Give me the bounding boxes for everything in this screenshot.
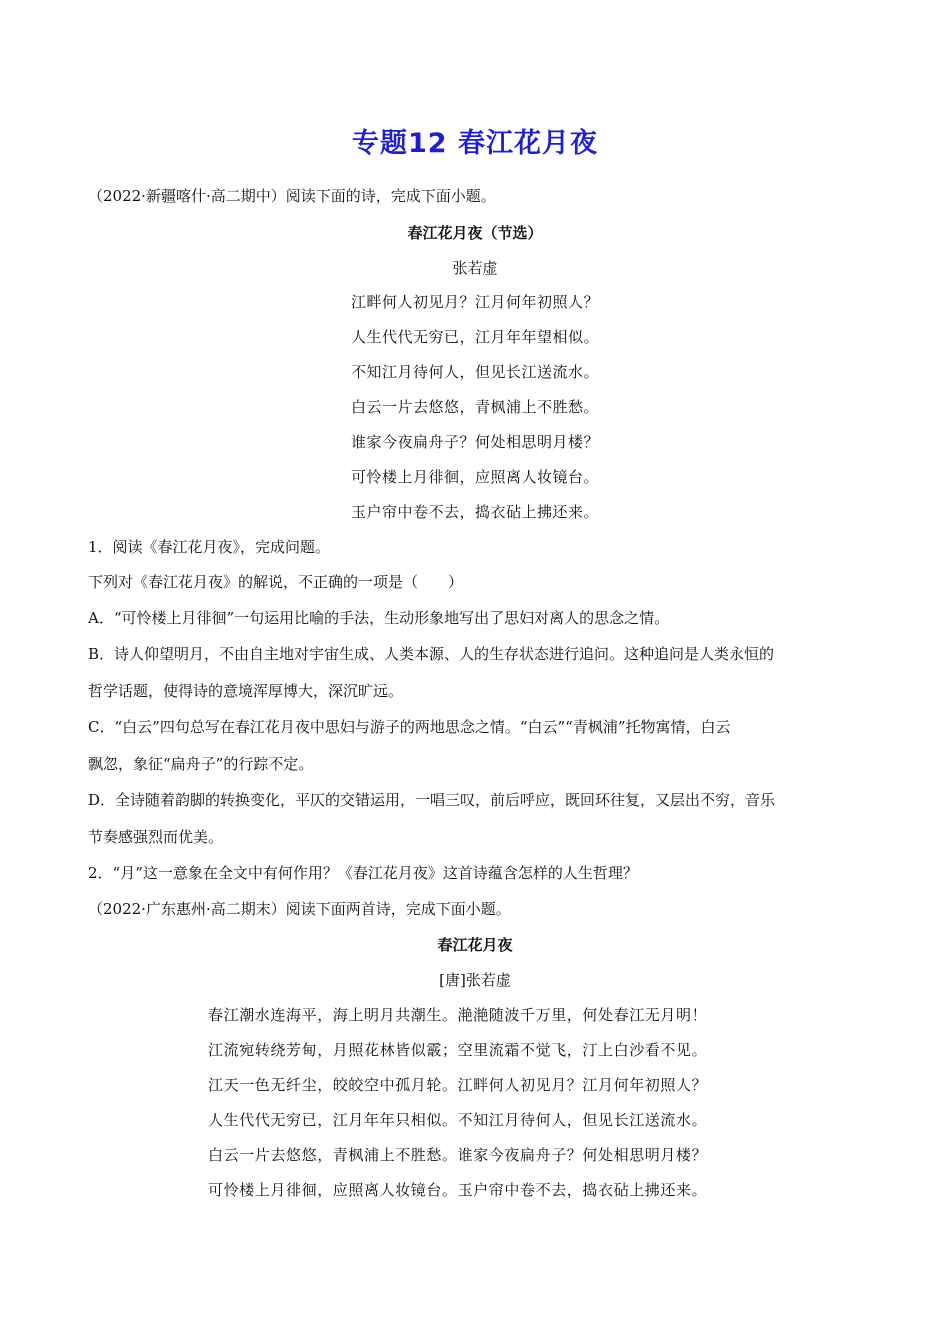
option-d-line1: D．全诗随着韵脚的转换变化，平仄的交错运用，一唱三叹，前后呼应，既回环往复，又层出不穷，音乐 [88,791,776,809]
option-d-line2: 节奏感强烈而优美。 [88,828,224,846]
poem1-line: 不知江月待何人，但见长江送流水。 [350,363,599,381]
poem2-line: 江流宛转绕芳甸，月照花林皆似霰；空里流霜不觉飞，汀上白沙看不见。 [208,1041,708,1059]
option-a: A．“可怜楼上月徘徊”一句运用比喻的手法，生动形象地写出了思妇对离人的思念之情。 [88,609,670,627]
poem1-line: 可怜楼上月徘徊，应照离人妆镜台。 [350,468,599,486]
poem1-line: 江畔何人初见月？江月何年初照人？ [350,293,599,311]
poem1-line: 白云一片去悠悠，青枫浦上不胜愁。 [350,398,599,416]
option-c-line1: C．“白云”四句总写在春江花月夜中思妇与游子的两地思念之情。“白云”“青枫浦”托物寓情，白云 [88,718,731,736]
section1-source: （2022·新疆喀什·高二期中）阅读下面的诗，完成下面小题。 [88,187,496,205]
question-1-prompt: 下列对《春江花月夜》的解说，不正确的一项是（ ） [88,573,464,591]
option-c-line2: 飘忽，象征“扁舟子”的行踪不定。 [88,755,314,773]
poem2-line: 可怜楼上月徘徊，应照离人妆镜台。玉户帘中卷不去，捣衣砧上拂还来。 [208,1181,708,1199]
poem2-line: 春江潮水连海平，海上明月共潮生。滟滟随波千万里，何处春江无月明！ [208,1006,708,1024]
poem1-line: 谁家今夜扁舟子？何处相思明月楼？ [350,433,599,451]
poem1-line: 玉户帘中卷不去，捣衣砧上拂还来。 [350,503,599,521]
poem2-line: 白云一片去悠悠，青枫浦上不胜愁。谁家今夜扁舟子？何处相思明月楼？ [208,1146,708,1164]
poem2-author: [唐]张若虚 [439,971,511,989]
poem1-line: 人生代代无穷已，江月年年望相似。 [350,328,599,346]
poem2-line: 人生代代无穷已，江月年年只相似。不知江月待何人，但见长江送流水。 [208,1111,708,1129]
question-2-stem: 2．“月”这一意象在全文中有何作用？《春江花月夜》这首诗蕴含怎样的人生哲理？ [88,864,638,882]
poem2-line: 江天一色无纤尘，皎皎空中孤月轮。江畔何人初见月？江月何年初照人？ [208,1076,708,1094]
page-title: 专题12 春江花月夜 [352,128,598,159]
poem1-title: 春江花月夜（节选） [407,224,543,242]
poem2-title: 春江花月夜 [437,936,513,954]
question-1-stem: 1．阅读《春江花月夜》，完成问题。 [88,538,331,556]
option-b-line2: 哲学话题，使得诗的意境浑厚博大，深沉旷远。 [88,682,404,700]
poem1-author: 张若虚 [452,259,498,277]
option-b-line1: B．诗人仰望明月，不由自主地对宇宙生成、人类本源、人的生存状态进行追问。这种追问是人类永恒的 [88,645,775,663]
section2-source: （2022·广东惠州·高二期末）阅读下面两首诗，完成下面小题。 [88,900,511,918]
